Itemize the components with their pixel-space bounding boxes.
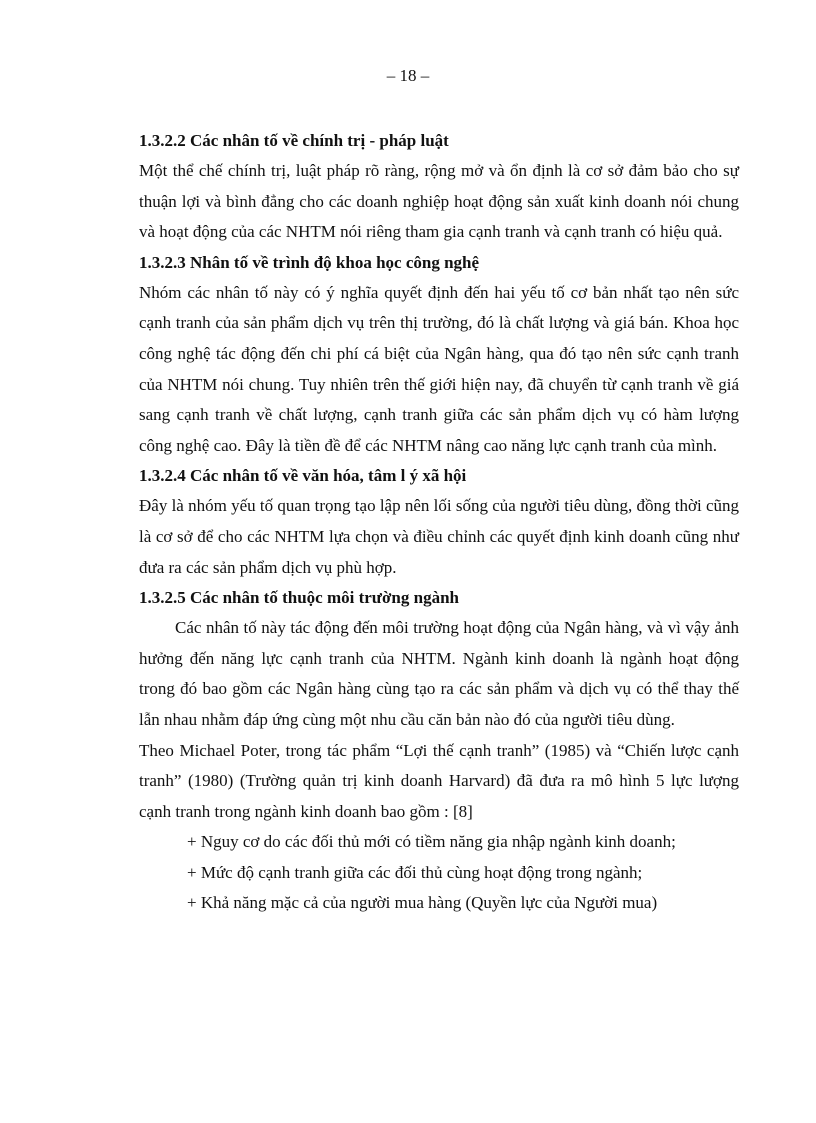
section-text-technology: Nhóm các nhân tố này có ý nghĩa quyết định đến hai yếu tố cơ bản nhất tạo nên sức cạnh tranh của sản phẩm dịch vụ trên thị trường, đó là chất lượng và giá bán. Khoa học công nghệ tác động đến chi phí cá biệt của Ngân hàng, qua đó tạo nên sức cạnh tranh của NHTM nói chung. Tuy nhiên trên thế giới hiện nay, đã chuyển từ cạnh tranh về giá sang cạnh tranh về chất lượng, cạnh tranh giữa các sản phẩm dịch vụ có hàm lượng công nghệ cao. Đây là tiền đề để các NHTM nâng cao năng lực cạnh tranh của mình.	[139, 282, 739, 455]
list-item: + Khả năng mặc cả của người mua hàng (Quyền lực của Người mua)	[187, 893, 658, 913]
page-number: – 18 –	[386, 66, 430, 85]
section-text-industry: Các nhân tố này tác động đến môi trường hoạt động của Ngân hàng, và vì vậy ảnh hưởng đến năng lực cạnh tranh của NHTM. Ngành kinh doanh là ngành hoạt động trong đó bao gồm các Ngân hàng cùng tạo ra các sản phẩm và dịch vụ có thể thay thế lẫn nhau nhằm đáp ứng cùng một nhu cầu căn bản nào đó của người tiêu dùng.	[139, 618, 739, 729]
document-body	[139, 126, 739, 919]
list-item: + Nguy cơ do các đối thủ mới có tiềm năng gia nhập ngành kinh doanh;	[187, 832, 676, 852]
list-item: + Mức độ cạnh tranh giữa các đối thủ cùng hoạt động trong ngành;	[187, 862, 643, 882]
section-text-porter: Theo Michael Poter, trong tác phẩm “Lợi thế cạnh tranh” (1985) và “Chiến lược cạnh tranh” (1980) (Trường quản trị kinh doanh Harvard) đã đưa ra mô hình 5 lực lượng cạnh tranh trong ngành kinh doanh bao gồm : [8]	[139, 740, 739, 821]
section-heading-industry: 1.3.2.5 Các nhân tố thuộc môi trường ngành	[139, 588, 459, 608]
section-heading-culture: 1.3.2.4 Các nhân tố về văn hóa, tâm l ý xã hội	[139, 466, 467, 486]
section-text-culture: Đây là nhóm yếu tố quan trọng tạo lập nên lối sống của người tiêu dùng, đồng thời cũng là cơ sở để cho các NHTM lựa chọn và điều chỉnh các quyết định kinh doanh cũng như đưa ra các sản phẩm dịch vụ phù hợp.	[139, 496, 739, 577]
section-text-political-legal: Một thể chế chính trị, luật pháp rõ ràng, rộng mở và ổn định là cơ sở đảm bảo cho sự thuận lợi và bình đẳng cho các doanh nghiệp hoạt động sản xuất kinh doanh nói chung và hoạt động của các NHTM nói riêng tham gia cạnh tranh và cạnh tranh có hiệu quả.	[139, 161, 739, 242]
section-heading-technology: 1.3.2.3 Nhân tố về trình độ khoa học công nghệ	[139, 252, 480, 272]
section-heading-political-legal: 1.3.2.2 Các nhân tố về chính trị - pháp luật	[139, 131, 449, 150]
